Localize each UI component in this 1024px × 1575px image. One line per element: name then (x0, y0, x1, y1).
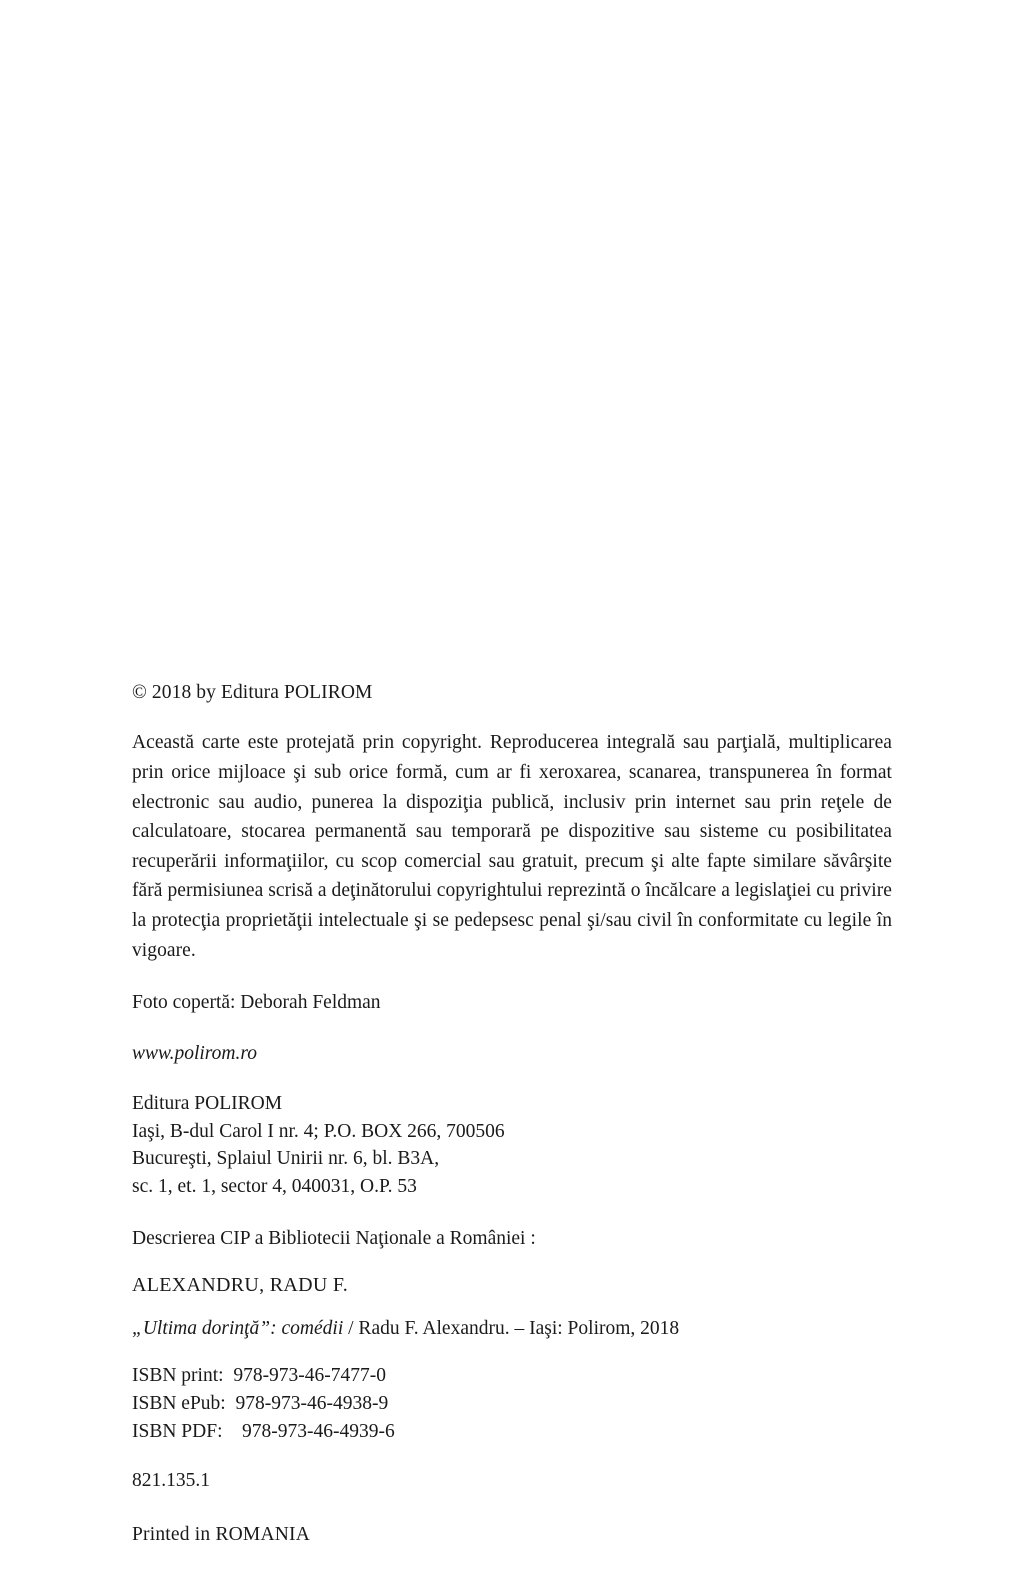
isbn-pdf-value: 978-973-46-4939-6 (242, 1420, 395, 1442)
copyright-notice: © 2018 by Editura POLIROM (132, 682, 373, 703)
cip-title-italic: „Ultima dorinţă”: comédii (132, 1317, 344, 1339)
publisher-website: www.polirom.ro (132, 1042, 257, 1064)
publisher-address-line-3: sc. 1, et. 1, sector 4, 040031, O.P. 53 (132, 1175, 417, 1197)
cip-title-rest: / Radu F. Alexandru. – Iaşi: Polirom, 2018 (343, 1317, 680, 1339)
publisher-address-line-2: Bucureşti, Splaiul Unirii nr. 6, bl. B3A, (132, 1148, 440, 1170)
isbn-epub-value: 978-973-46-4938-9 (235, 1392, 389, 1414)
isbn-list (132, 1362, 892, 1445)
cip-author: ALEXANDRU, RADU F. (132, 1273, 349, 1296)
isbn-print-value: 978-973-46-7477-0 (233, 1365, 387, 1387)
printed-in-line: Printed in ROMANIA (132, 1523, 311, 1545)
cip-heading: Descrierea CIP a Bibliotecii Naţionale a României : (132, 1227, 536, 1249)
cip-classification: 821.135.1 (132, 1470, 210, 1492)
isbn-row (132, 1418, 892, 1446)
isbn-epub-label: ISBN ePub: (132, 1392, 226, 1414)
isbn-row (132, 1390, 892, 1418)
isbn-pdf-label: ISBN PDF: (132, 1420, 223, 1442)
cip-title-line (132, 1315, 892, 1342)
isbn-row (132, 1362, 892, 1390)
isbn-print-label: ISBN print: (132, 1365, 224, 1387)
publisher-address (132, 1090, 892, 1201)
cover-photo-credit: Foto copertă: Deborah Feldman (132, 992, 381, 1014)
legal-notice-paragraph: Această carte este protejată prin copyright. Reproducerea integrală sau parţială, multiplicarea prin orice mijloace şi sub orice formă, cum ar fi xeroxarea, scanarea, transpunerea în format electronic sau audio, punerea la dispoziţia publică, inclusiv prin internet sau prin reţele de calculatoare, stocarea permanentă sau temporară pe dispozitive sau sisteme cu posibilitatea recuperării informaţiilor, cu scop comercial sau gratuit, precum şi alte fapte similare săvârşite fără permisiunea scrisă a deţinătorului copyrightului reprezintă o încălcare a legislaţiei cu privire la protecţia proprietăţii intelectuale şi se pedepsesc penal şi/sau civil în conformitate cu legile în vigoare. (132, 732, 892, 961)
publisher-name: Editura POLIROM (132, 1092, 283, 1114)
publisher-address-line-1: Iaşi, B-dul Carol I nr. 4; P.O. BOX 266, 700506 (132, 1120, 505, 1142)
copyright-content-block (132, 680, 892, 1549)
